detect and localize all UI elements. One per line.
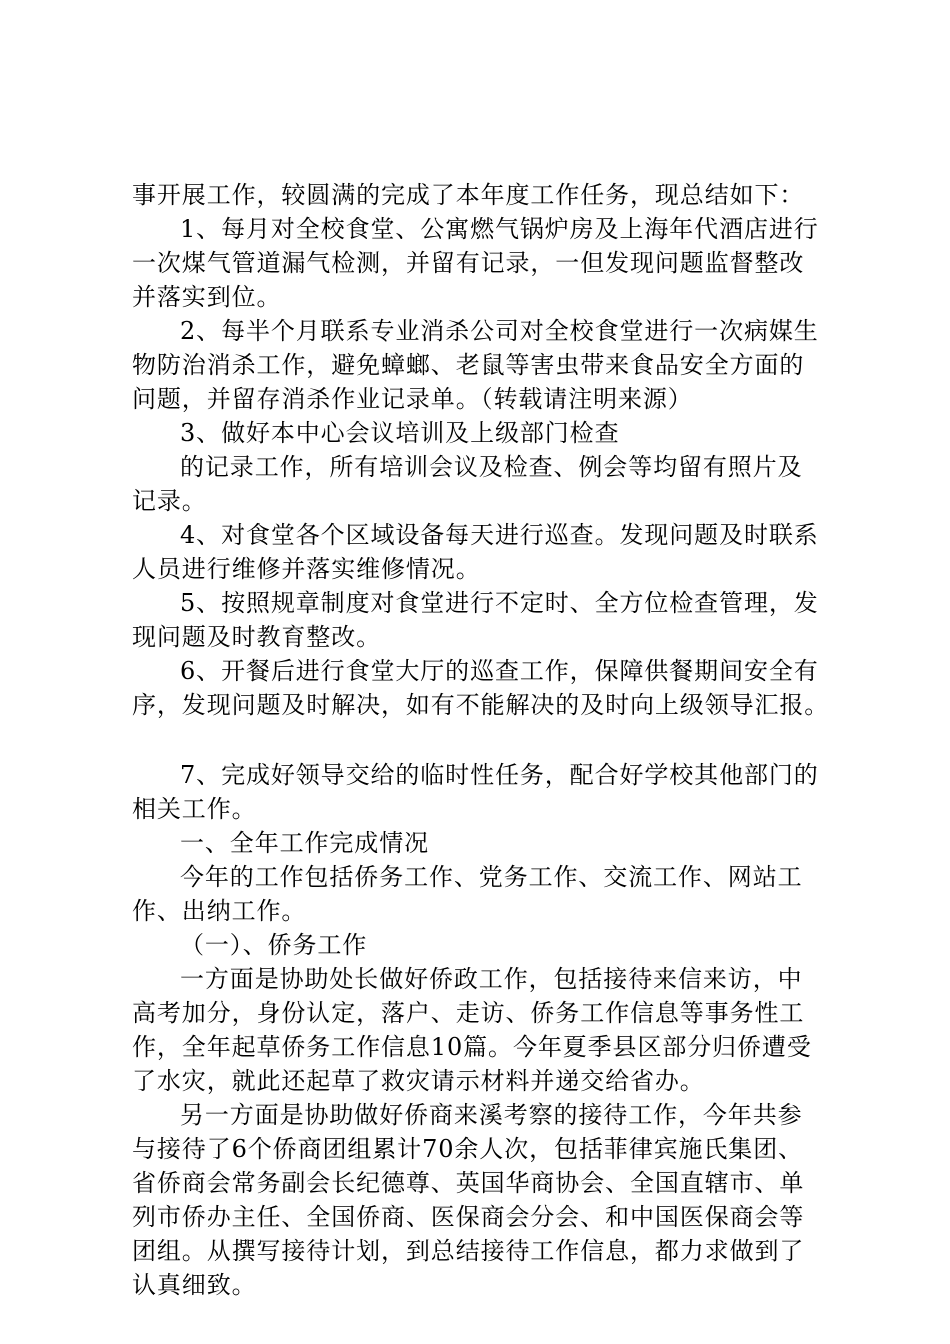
text-line: 并落实到位。 (132, 283, 282, 311)
text-line: 另一方面是协助做好侨商来溪考察的接待工作，今年共参 (180, 1101, 803, 1129)
subsection-heading: （一）、侨务工作 (180, 931, 368, 959)
text-line: 一方面是协助处长做好侨政工作，包括接待来信来访，中 (180, 965, 803, 993)
text-line: 的记录工作，所有培训会议及检查、例会等均留有照片及 (180, 453, 803, 481)
text-line: 省侨商会常务副会长纪德尊、英国华商协会、全国直辖市、单 (132, 1169, 805, 1197)
text-line: 一次煤气管道漏气检测，并留有记录，一但发现问题监督整改 (132, 249, 805, 277)
text-line: 作，全年起草侨务工作信息10篇。今年夏季县区部分归侨遭受 (132, 1033, 812, 1061)
text-line: 事开展工作，较圆满的完成了本年度工作任务，现总结如下： (132, 181, 805, 209)
text-line: 3、做好本中心会议培训及上级部门检查 (180, 419, 620, 447)
text-line: 作、出纳工作。 (132, 897, 307, 925)
text-line: 认真细致。 (132, 1271, 257, 1299)
text-line: 现问题及时教育整改。 (132, 623, 381, 651)
text-line: 7、完成好领导交给的临时性任务，配合好学校其他部门的 (180, 761, 819, 789)
text-line: 6、开餐后进行食堂大厅的巡查工作，保障供餐期间安全有 (180, 657, 819, 685)
text-line: 序，发现问题及时解决，如有不能解决的及时向上级领导汇报。 (132, 691, 830, 719)
text-line: 2、每半个月联系专业消杀公司对全校食堂进行一次病媒生 (180, 317, 819, 345)
text-line: 今年的工作包括侨务工作、党务工作、交流工作、网站工 (180, 863, 803, 891)
text-line: 物防治消杀工作，避免蟑螂、老鼠等害虫带来食品安全方面的 (132, 351, 805, 379)
text-line: 问题，并留存消杀作业记录单。（转载请注明来源） (132, 385, 693, 413)
section-heading: 一、全年工作完成情况 (180, 829, 429, 857)
text-line: 相关工作。 (132, 795, 257, 823)
text-line: 了水灾，就此还起草了救灾请示材料并递交给省办。 (132, 1067, 705, 1095)
text-line: 1、每月对全校食堂、公寓燃气锅炉房及上海年代酒店进行 (180, 215, 819, 243)
text-line: 5、按照规章制度对食堂进行不定时、全方位检查管理，发 (180, 589, 819, 617)
text-line: 高考加分，身份认定，落户、走访、侨务工作信息等事务性工 (132, 999, 805, 1027)
text-line: 4、对食堂各个区域设备每天进行巡查。发现问题及时联系 (180, 521, 819, 549)
text-line: 列市侨办主任、全国侨商、医保商会分会、和中国医保商会等 (132, 1203, 805, 1231)
text-line: 与接待了6个侨商团组累计70余人次，包括菲律宾施氏集团、 (132, 1135, 804, 1163)
text-line: 人员进行维修并落实维修情况。 (132, 555, 481, 583)
text-line: 记录。 (132, 487, 207, 515)
text-line: 团组。从撰写接待计划，到总结接待工作信息，都力求做到了 (132, 1237, 805, 1265)
